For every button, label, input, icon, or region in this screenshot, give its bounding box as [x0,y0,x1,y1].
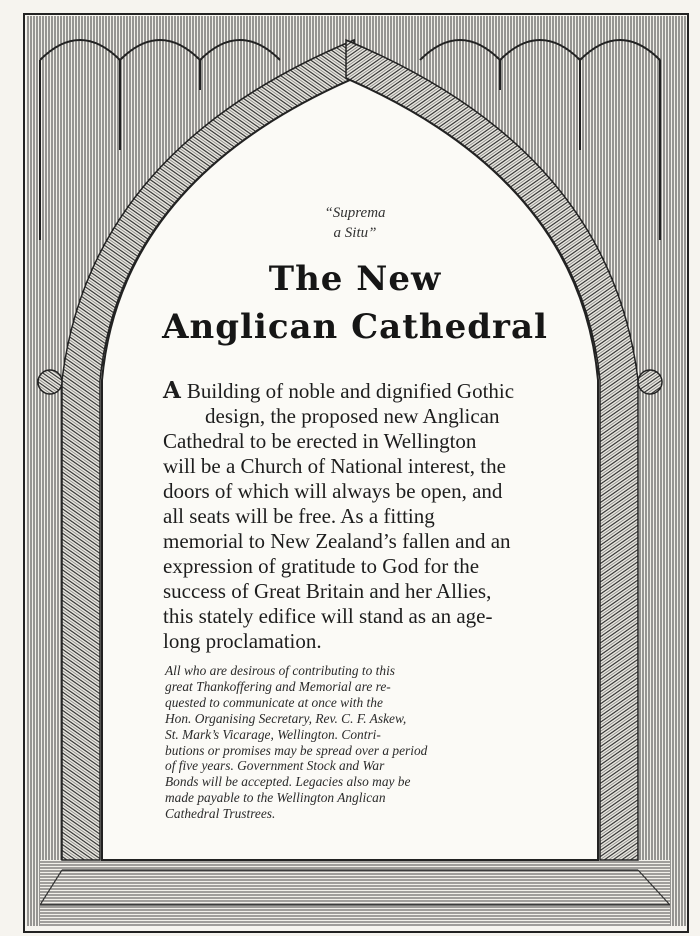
body-line: will be a Church of National interest, the [163,454,506,478]
page-title [150,255,560,351]
body-line: all seats will be free. As a fitting [163,504,435,528]
body-line: success of Great Britain and her Allies, [163,579,492,603]
motto-line: “Suprema [324,205,386,221]
left-knob-ornament [38,370,62,394]
right-knob-ornament [638,370,662,394]
motto-line: a Situ” [333,225,377,241]
body-line: design, the proposed new Anglican [205,404,500,428]
contribution-appeal [165,663,557,822]
body-line: expression of gratitude to God for the [163,554,480,578]
drop-cap: A [163,377,181,404]
body-line: Cathedral to be erected in Wellington [163,429,477,453]
appeal-line: butions or promises may be spread over a period [165,742,428,758]
body-line: doors of which will always be open, and [163,479,503,503]
body-paragraph [163,378,563,654]
appeal-line: made payable to the Wellington Anglican [165,790,386,806]
latin-motto [250,203,460,243]
title-line: Anglican Cathedral [162,307,548,347]
appeal-line: All who are desirous of contributing to this [165,663,396,678]
appeal-line: quested to communicate at once with the [165,694,383,710]
body-line: long proclamation. [163,629,322,653]
title-line: The New [268,259,442,299]
appeal-line: great Thankoffering and Memorial are re- [165,678,391,694]
body-line: memorial to New Zealand’s fallen and an [163,529,511,553]
appeal-line: of five years. Government Stock and War [165,758,385,774]
appeal-line: Hon. Organising Secretary, Rev. C. F. Askew, [165,710,407,726]
body-line: Building of noble and dignified Gothic [186,379,515,403]
appeal-line: Cathedral Trustrees. [165,806,276,822]
appeal-line: St. Mark’s Vicarage, Wellington. Contri- [165,726,381,742]
appeal-line: Bonds will be accepted. Legacies also may be [165,774,411,790]
body-line: this stately edifice will stand as an age- [163,604,493,628]
